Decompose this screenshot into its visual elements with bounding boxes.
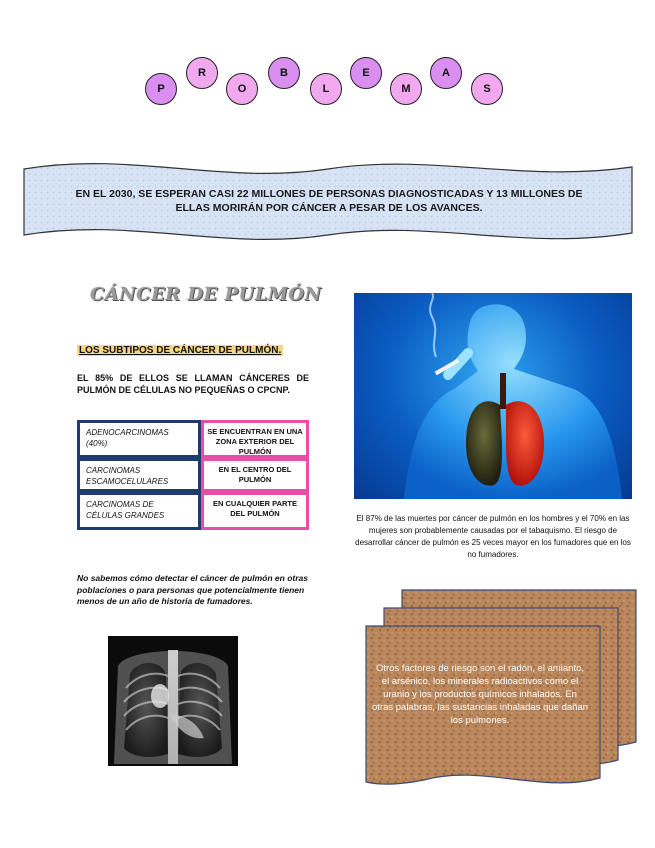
letter-bubble: B <box>268 57 300 89</box>
letter-bubble: L <box>310 73 342 105</box>
table-row <box>77 420 309 458</box>
letter-bubble: M <box>390 73 422 105</box>
letter-bubble: S <box>471 73 503 105</box>
subtype-name: ADENOCARCINOMAS (40%) <box>77 420 201 458</box>
subtype-location: EN EL CENTRO DEL PULMÓN <box>201 458 309 492</box>
banner-text: EN EL 2030, SE ESPERAN CASI 22 MILLONES DE PERSONAS DIAGNOSTICADAS Y 13 MILLONES DE ELLAS MORIRÁN POR CÁNCER A PESAR DE LOS AVANCES. <box>75 188 583 214</box>
letter-bubble: P <box>145 73 177 105</box>
letter-bubble: R <box>186 57 218 89</box>
table-row <box>77 492 309 530</box>
subtype-name: CARCINOMAS ESCAMOCELULARES <box>77 458 201 492</box>
section-title: CÁNCER DE PULMÓN <box>90 284 322 305</box>
letter-bubble: E <box>350 57 382 89</box>
risk-factors-text: Otros factores de riesgo son el radón, el amianto, el arsénico, los minerales radioactivos como el uranio y los productos químicos inhalados. En otras palabras, las sustancias inhaladas que dañan los pulmones. <box>372 663 589 726</box>
letter-bubble: O <box>226 73 258 105</box>
statistics-banner <box>22 155 634 247</box>
letter-bubble: A <box>430 57 462 89</box>
subtype-name: CARCINOMAS DE CÉLULAS GRANDES <box>77 492 201 530</box>
smoking-statistics: El 87% de las muertes por cáncer de pulmón en los hombres y el 70% en las mujeres son probablemente causadas por el tabaquismo. El riesgo de desarrollar cáncer de pulmón es 25 veces mayor en los fumadores que en los no fumadores. <box>355 514 631 559</box>
subtypes-table <box>77 420 309 530</box>
detection-note: No sabemos cómo detectar el cáncer de pulmón en otras poblaciones o para personas que potencialmente tienen menos de un año de historia de fumadores. <box>77 573 308 606</box>
table-row <box>77 458 309 492</box>
subtype-location: SE ENCUENTRAN EN UNA ZONA EXTERIOR DEL PULMÓN <box>201 420 309 458</box>
chest-xray-image <box>108 636 238 766</box>
subtypes-heading: LOS SUBTIPOS DE CÁNCER DE PULMÓN. <box>79 345 282 356</box>
smoker-lungs-image <box>354 293 632 499</box>
subtype-location: EN CUALQUIER PARTE DEL PULMÓN <box>201 492 309 530</box>
subtypes-description: EL 85% DE ELLOS SE LLAMAN CÁNCERES DE PULMÓN DE CÉLULAS NO PEQUEÑAS O CPCNP. <box>77 373 309 395</box>
